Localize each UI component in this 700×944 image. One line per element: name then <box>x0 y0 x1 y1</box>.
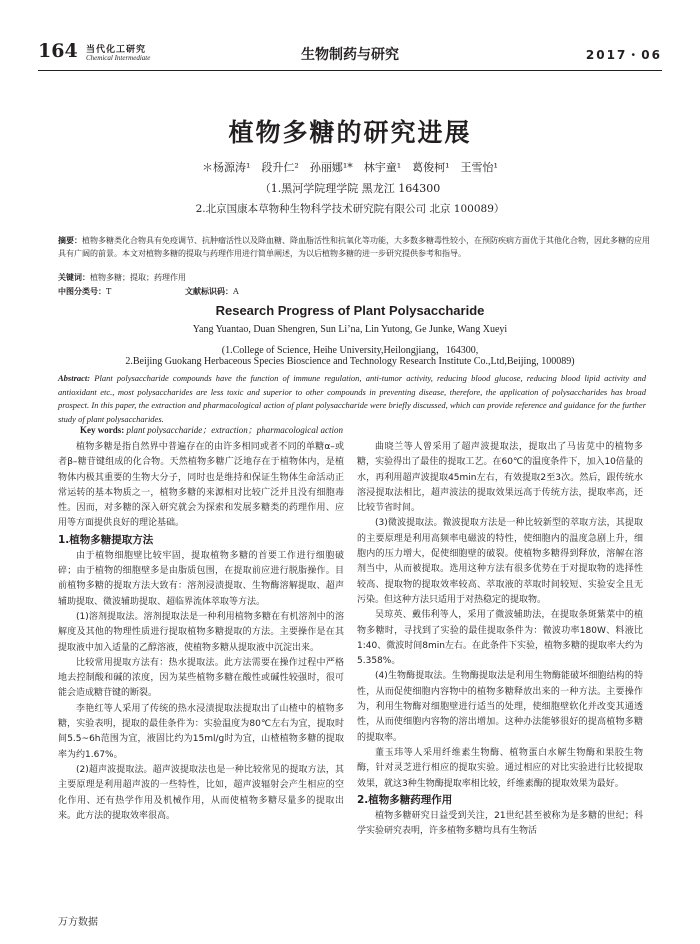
paragraph: 曲晓兰等人曾采用了超声波提取法，提取出了马齿苋中的植物多糖，实验得出了最佳的提取工艺。在60℃的温度条件下，加入10倍量的水，再利用超声波提取45min左右，有效提取2至3次。然后，跟传统水溶浸提取法相比，超声波法的提取效果远高于传统方法，提取率高，还比较节省时间。 <box>357 442 643 514</box>
abstract-cn <box>58 234 650 260</box>
affiliation-2: 2.北京国康本草物种生物科学技术研究院有限公司 北京 100089） <box>195 203 505 215</box>
document-code-value: A <box>233 287 239 296</box>
paragraph: (3)微波提取法。微波提取方法是一种比较新型的萃取方法，其提取的主要原理是利用高频率电磁波的特性，使细胞内的温度急剧上升，细胞内的压力增大，促使细胞壁的破裂。使植物多糖得到释放，溶解在溶剂当中，从而被提取。选用这种方法有很多优势在于对提取物的选择性较高、提取物的提取效率较高、萃取液的萃取时间较短、实验安全且无污染。但这种方法只适用于对热稳定的提取物。 <box>357 518 643 605</box>
affiliation-en-2: 2.Beijing Guokang Herbaceous Species Bioscience and Technology Research Institute Co.,Ltd,Beijing, 100089) <box>125 356 575 367</box>
paragraph: 由于植物细胞壁比较牢固，提取植物多糖的首要工作进行细胞破碎；由于植物的细胞壁多是由脂质包围，在提取前应进行脱脂操作。目前植物多糖的提取方法大致有：溶剂浸渍提取、生物酶溶解提取、超声辅助提取、微波辅助提取、超临界流体萃取等方法。 <box>58 550 344 607</box>
classification-code <box>58 286 111 297</box>
document-code-label: 文献标识码： <box>185 286 233 296</box>
body-column-left <box>58 440 344 824</box>
abstract-cn-label: 摘要： <box>58 235 82 245</box>
section-title: 生物制药与研究 <box>301 47 399 63</box>
classification-value: T <box>106 287 112 296</box>
journal-name-en: Chemical Intermediate <box>86 54 151 62</box>
body-column-right <box>357 440 643 839</box>
paragraph: (1)溶剂提取法。溶剂提取法是一种利用植物多糖在有机溶剂中的溶解度及其他的物理性质进行提取植物多糖提取的方法。主要操作是在其提取液中加入适量的乙醇溶液，使植物多糖从提取液中沉淀出来。 <box>58 611 344 653</box>
keywords-cn-text: 植物多糖；提取；药理作用 <box>90 273 186 282</box>
section-heading-2: 2.植物多糖药理作用 <box>357 793 453 806</box>
header-rule <box>38 70 662 71</box>
affiliation-1: （1.黑河学院理学院 黑龙江 164300 <box>259 182 441 195</box>
paragraph: 植物多糖研究日益受到关注，21世纪甚至被称为是多糖的世纪；科学实验研究表明，许多植物多糖均具有生物活 <box>357 810 643 837</box>
keywords-en <box>80 423 343 436</box>
footer-watermark: 万方数据 <box>58 917 98 928</box>
paragraph: (2)超声波提取法。超声波提取法也是一种比较常见的提取方法，其主要原理是利用超声波的一些特性，比如，超声波辐射会产生相应的空化作用、还有热学作用及机械作用，从而使植物多糖尽量多的提取出来。此方法的提取效率很高。 <box>58 764 344 821</box>
author-list-en: Yang Yuantao, Duan Shengren, Sun Li’na, Lin Yutong, Ge Junke, Wang Xueyi <box>192 324 508 335</box>
section-heading-1: 1.植物多糖提取方法 <box>58 533 154 546</box>
paragraph: 比较常用提取方法有：热水提取法。此方法需要在操作过程中严格地去控制酸和碱的浓度，因为某些植物多糖在酸性或碱性较强时，很可能会造成糖苷键的断裂。 <box>58 657 344 699</box>
intro-paragraph: 植物多糖是指自然界中普遍存在的由许多相同或者不同的单糖α–或者β–糖苷键组成的化合物。天然植物多糖广泛地存在于植物体内，是植物体内极其重要的生物大分子，同时也是维持和保证生物体生命活动正常运转的基本物质之一，植物多糖的来源相对比较广泛并且没有细胞毒性。因而，对多糖的深入研究就会为探索和发展多糖类的药理作用、应用等方面提供良好的理论基础。 <box>58 442 344 529</box>
classification-label: 中图分类号： <box>58 286 106 296</box>
keywords-cn <box>58 272 186 283</box>
keywords-cn-label: 关键词： <box>58 272 90 282</box>
paragraph: 李艳红等人采用了传统的热水浸渍提取法提取出了山楂中的植物多糖，实验表明，提取的最佳条件为：实验温度为80℃左右为宜，提取时间5.5~6h范围为宜，液固比约为15ml/g时为宜，山楂植物多糖的提取率为约1.67%。 <box>58 703 344 760</box>
abstract-en-text: Plant polysaccharide compounds have the function of immune regulation, anti-tumor activity, reducing blood glucose, reducing blood lipid activity and antioxidant etc., most polysaccharides are less toxic and superior to other compounds in preventing disease, therefore, the application of polysaccharides has broad prospect. In this paper, the extraction and pharmacological action of plant polysaccharide were briefly discussed, which can provide reference and guidance for the further study of plant polysaccharides. <box>58 373 647 424</box>
keywords-en-label: Key words: <box>80 425 125 435</box>
abstract-cn-text: 植物多糖类化合物具有免疫调节、抗肿瘤活性以及降血糖、降血脂活性和抗氧化等功能，大多数多糖毒性较小，在预防疾病方面优于其他化合物，因此多糖的应用具有广阔的前景。本文对植物多糖的提取与药理作用进行简单阐述，为以后植物多糖的进一步研究提供参考和指导。 <box>58 236 650 258</box>
keywords-en-text: plant polysaccharide；extraction；pharmacological action <box>126 425 343 435</box>
author-list: ＊杨源涛¹ 段升仁² 孙丽娜¹* 林宇童¹ 葛俊柯¹ 王雪怡¹ <box>202 161 498 174</box>
paragraph: (4)生物酶提取法。生物酶提取法是利用生物酶能破坏细胞结构的特性，从而促使细胞内容物中的植物多糖释放出来的一种方法。主要操作为，利用生物酶对细胞壁进行适当的处理，使细胞壁软化并改变其通透性，从而使细胞内容物的溶出增加。这种办法能够很好的提高植物多糖的提取率。 <box>357 671 643 743</box>
journal-name-cn: 当代化工研究 <box>86 45 147 55</box>
document-code <box>185 286 239 297</box>
paragraph: 董玉玮等人采用纤维素生物酶、植物蛋白水解生物酶和果胶生物酶，针对灵芝进行相应的提取实验。通过相应的对比实验进行比较提取效果，就这3种生物酶提取率相比较，纤维素酶的提取效果为最好。 <box>357 747 643 789</box>
paragraph: 吴琼英、戴伟利等人，采用了微波辅助法，在提取条斑紫菜中的植物多糖时，寻找到了实验的最佳提取条件为：微波功率180W、料液比1:40、微波时间8min左右。在此条件下实验，植物多糖的提取率大约为5.358%。 <box>357 610 643 667</box>
abstract-en-label: Abstract: <box>58 373 91 383</box>
page-number: 164 <box>38 40 78 62</box>
paper-title: 植物多糖的研究进展 <box>228 118 472 147</box>
affiliation-en-1: (1.College of Science, Heihe University,Heilongjiang，164300, <box>221 345 479 356</box>
paper-title-en: Research Progress of Plant Polysaccharide <box>215 303 485 318</box>
issue-label: 2017・06 <box>585 48 662 62</box>
abstract-en <box>58 372 646 426</box>
